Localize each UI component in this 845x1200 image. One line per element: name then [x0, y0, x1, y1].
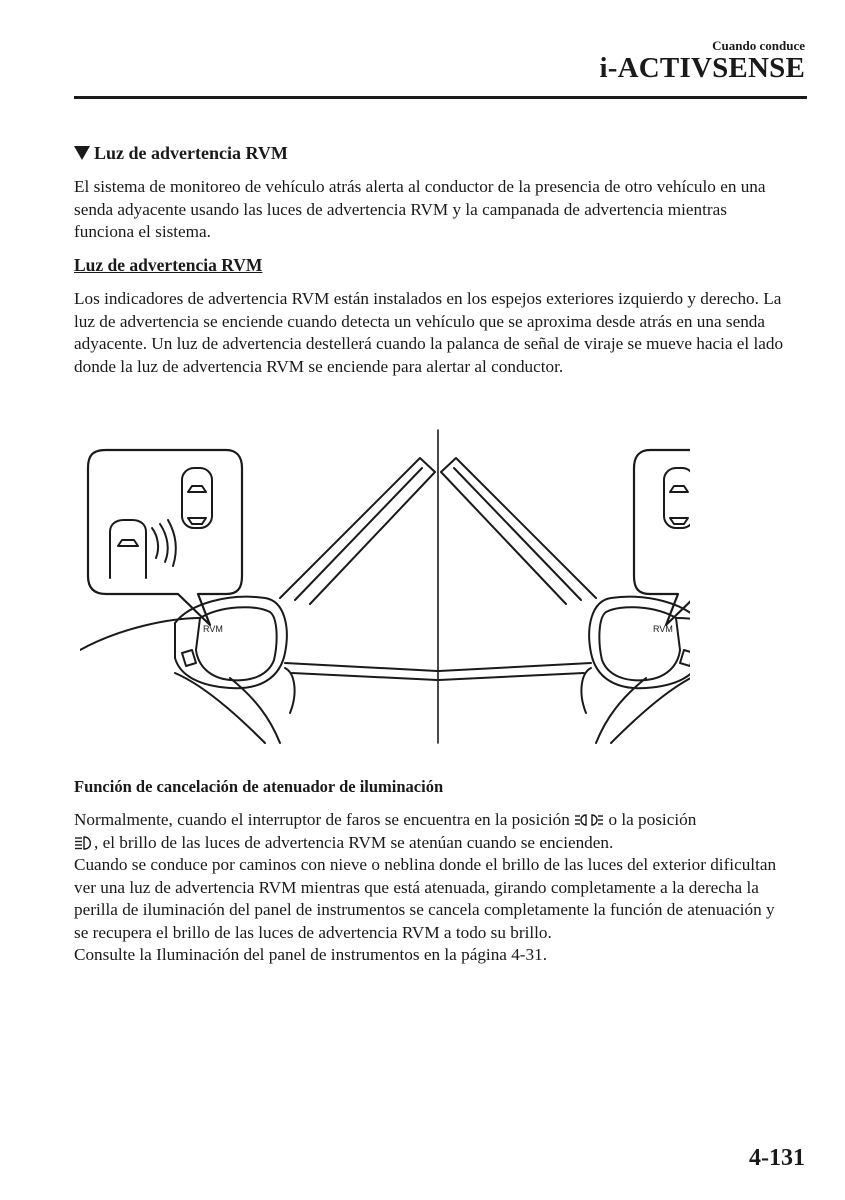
right-mirror — [581, 597, 690, 713]
chapter-label: Cuando conduce — [712, 38, 805, 53]
right-side-group — [439, 450, 690, 743]
header-rule — [74, 96, 807, 99]
body2-text-a: Normalmente, cuando el interruptor de faros se encuentra en la posición — [74, 810, 570, 829]
body2-text-b: o la posición — [608, 810, 697, 829]
body2-rest: Cuando se conduce por caminos con nieve o neblina donde el brillo de las luces del exterior dificultan ver una luz de advertencia RVM mientras que está atenuada, girando completamente a la derecha la perilla de iluminación del panel de instrumentos se cancela completamente la función de atenuación y se recupera el brillo de las luces de advertencia RVM a todo su brillo. — [74, 855, 777, 942]
section-heading-text: Luz de advertencia RVM — [94, 143, 288, 163]
right-callout — [634, 450, 690, 625]
car-top-icon — [182, 468, 212, 528]
body2-line2 — [74, 832, 786, 855]
parking-lights-icon — [574, 813, 604, 827]
body-paragraph-2 — [74, 809, 786, 967]
headlights-icon — [74, 836, 94, 850]
intro-paragraph: El sistema de monitoreo de vehículo atrás alerta al conductor de la presencia de otro vehículo en una senda adyacente usando las luces de advertencia RVM y la campanada de advertencia mientras funciona el sistema. — [74, 177, 766, 241]
body2-reference: Consulte la Iluminación del panel de instrumentos en la página 4-31. — [74, 945, 548, 964]
subheading-dimmer-cancel: Función de cancelación de atenuador de iluminación — [74, 777, 444, 796]
car-top-icon — [664, 468, 690, 528]
left-car-side — [80, 458, 437, 743]
subheading-rvm-light: Luz de advertencia RVM — [74, 255, 263, 275]
left-mirror-indicator: RVM — [203, 624, 223, 634]
page-number: 4-131 — [749, 1145, 805, 1171]
body-paragraph-1: Los indicadores de advertencia RVM están instalados en los espejos exteriores izquierdo y derecho. La luz de advertencia se enciende cuando detecta un vehículo que se aproxima desde atrás en una senda adyacente. Un luz de advertencia destellerá cuando la palanca de señal de viraje se mueve hacia el lado donde la luz de advertencia RVM se enciende para alertar al conductor. — [74, 289, 784, 376]
car-top-icon — [110, 520, 146, 578]
body2-text-c: , el brillo de las luces de advertencia RVM se atenúan cuando se encienden. — [94, 832, 614, 852]
chapter-title: i-ACTIVSENSE — [599, 52, 805, 84]
warning-waves-icon — [152, 520, 176, 566]
triangle-bullet-icon — [74, 146, 90, 160]
section-heading — [74, 143, 288, 164]
body2-line1 — [74, 809, 786, 832]
right-mirror-indicator: RVM — [653, 624, 673, 634]
right-car-side — [439, 458, 690, 743]
rvm-mirror-illustration — [80, 428, 690, 753]
